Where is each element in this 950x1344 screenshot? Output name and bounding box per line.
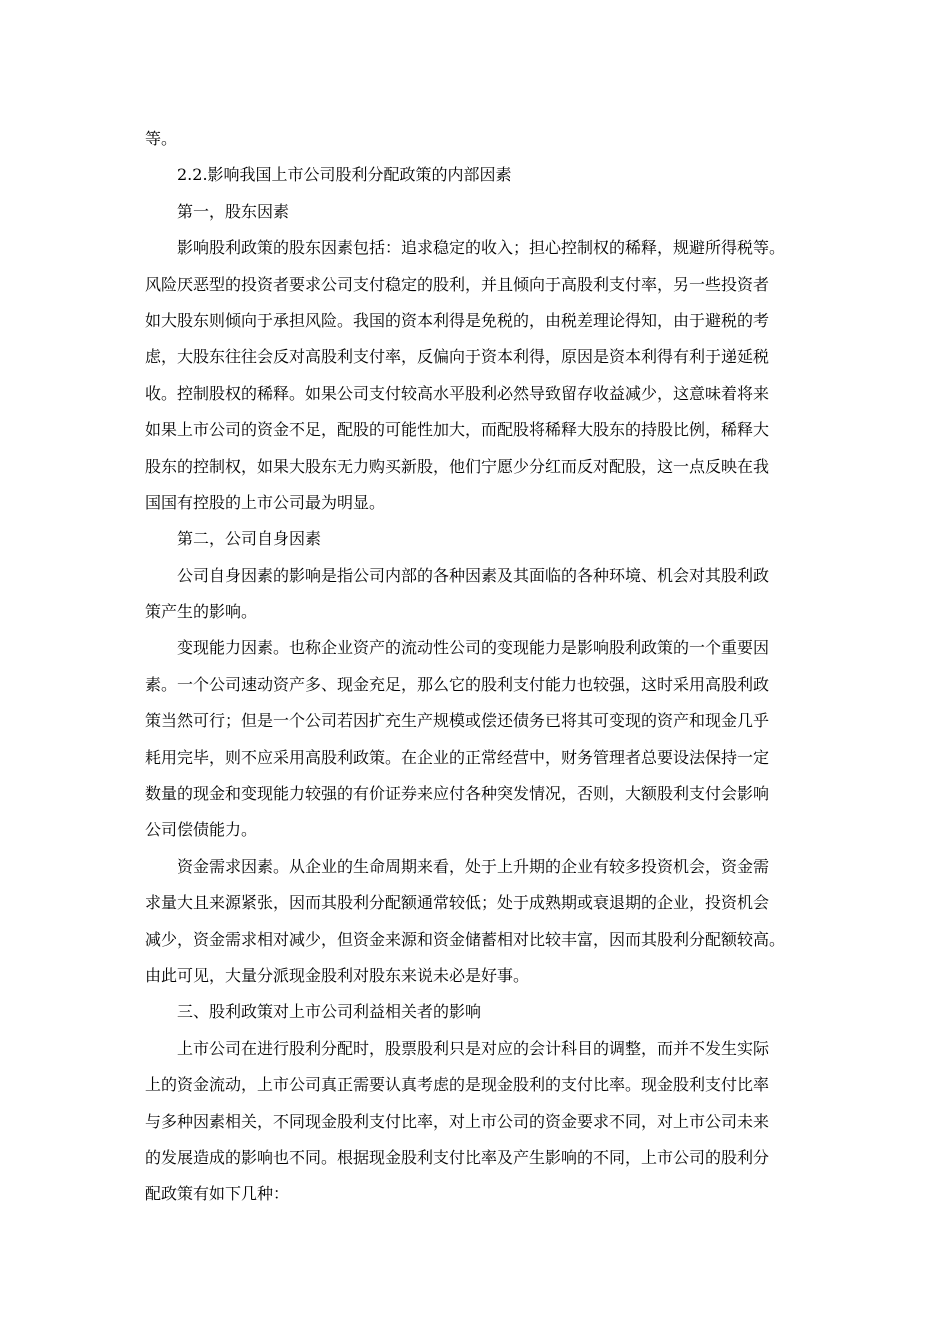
text-line: 如果上市公司的资金不足，配股的可能性加大，而配股将稀释大股东的持股比例，稀释大 [145, 420, 770, 440]
text-line: 由此可见，大量分派现金股利对股东来说未必是好事。 [145, 965, 530, 985]
text-line: 数量的现金和变现能力较强的有价证券来应付各种突发情况，否则，大额股利支付会影响 [145, 784, 770, 804]
text-line: 与多种因素相关，不同现金股利支付比率，对上市公司的资金要求不同，对上市公司未来 [145, 1111, 770, 1131]
text-line: 资金需求因素。从企业的生命周期来看，处于上升期的企业有较多投资机会，资金需 [177, 856, 770, 876]
subsection-heading: 第二，公司自身因素 [177, 529, 322, 549]
text-line: 配政策有如下几种： [145, 1184, 290, 1204]
text-line: 公司自身因素的影响是指公司内部的各种因素及其面临的各种环境、机会对其股利政 [177, 565, 770, 585]
text-line: 策当然可行；但是一个公司若因扩充生产规模或偿还债务已将其可变现的资产和现金几乎 [145, 711, 770, 731]
text-line: 虑，大股东往往会反对高股利支付率，反偏向于资本利得，原因是资本利得有利于递延税 [145, 347, 770, 367]
text-line: 如大股东则倾向于承担风险。我国的资本利得是免税的，由税差理论得知，由于避税的考 [145, 310, 770, 330]
text-line: 股东的控制权，如果大股东无力购买新股，他们宁愿少分红而反对配股，这一点反映在我 [145, 456, 770, 476]
text-line: 策产生的影响。 [145, 602, 258, 622]
text-line: 上的资金流动，上市公司真正需要认真考虑的是现金股利的支付比率。现金股利支付比率 [145, 1075, 770, 1095]
section-heading: 2.2.影响我国上市公司股利分配政策的内部因素 [177, 165, 512, 185]
section-heading: 三、股利政策对上市公司利益相关者的影响 [177, 1002, 482, 1022]
text-line: 风险厌恶型的投资者要求公司支付稳定的股利，并且倾向于高股利支付率，另一些投资者 [145, 274, 770, 294]
text-line: 收。控制股权的稀释。如果公司支付较高水平股利必然导致留存收益减少，这意味着将来 [145, 383, 770, 403]
text-line: 减少，资金需求相对减少，但资金来源和资金储蓄相对比较丰富，因而其股利分配额较高。 [145, 929, 786, 949]
text-line: 上市公司在进行股利分配时，股票股利只是对应的会计科目的调整，而并不发生实际 [177, 1038, 770, 1058]
text-line: 耗用完毕，则不应采用高股利政策。在企业的正常经营中，财务管理者总要设法保持一定 [145, 747, 770, 767]
text-line: 影响股利政策的股东因素包括：追求稳定的收入；担心控制权的稀释，规避所得税等。 [177, 238, 786, 258]
text-line: 变现能力因素。也称企业资产的流动性公司的变现能力是影响股利政策的一个重要因 [177, 638, 770, 658]
text-line: 素。一个公司速动资产多、现金充足，那么它的股利支付能力也较强，这时采用高股利政 [145, 674, 770, 694]
text-line: 等。 [145, 129, 178, 148]
text-line: 国国有控股的上市公司最为明显。 [145, 492, 386, 512]
subsection-heading: 第一，股东因素 [177, 201, 290, 221]
document-body [145, 121, 807, 1213]
text-line: 的发展造成的影响也不同。根据现金股利支付比率及产生影响的不同，上市公司的股利分 [145, 1147, 770, 1167]
text-line: 求量大且来源紧张，因而其股利分配额通常较低；处于成熟期或衰退期的企业，投资机会 [145, 893, 770, 913]
text-line: 公司偿债能力。 [145, 820, 258, 840]
